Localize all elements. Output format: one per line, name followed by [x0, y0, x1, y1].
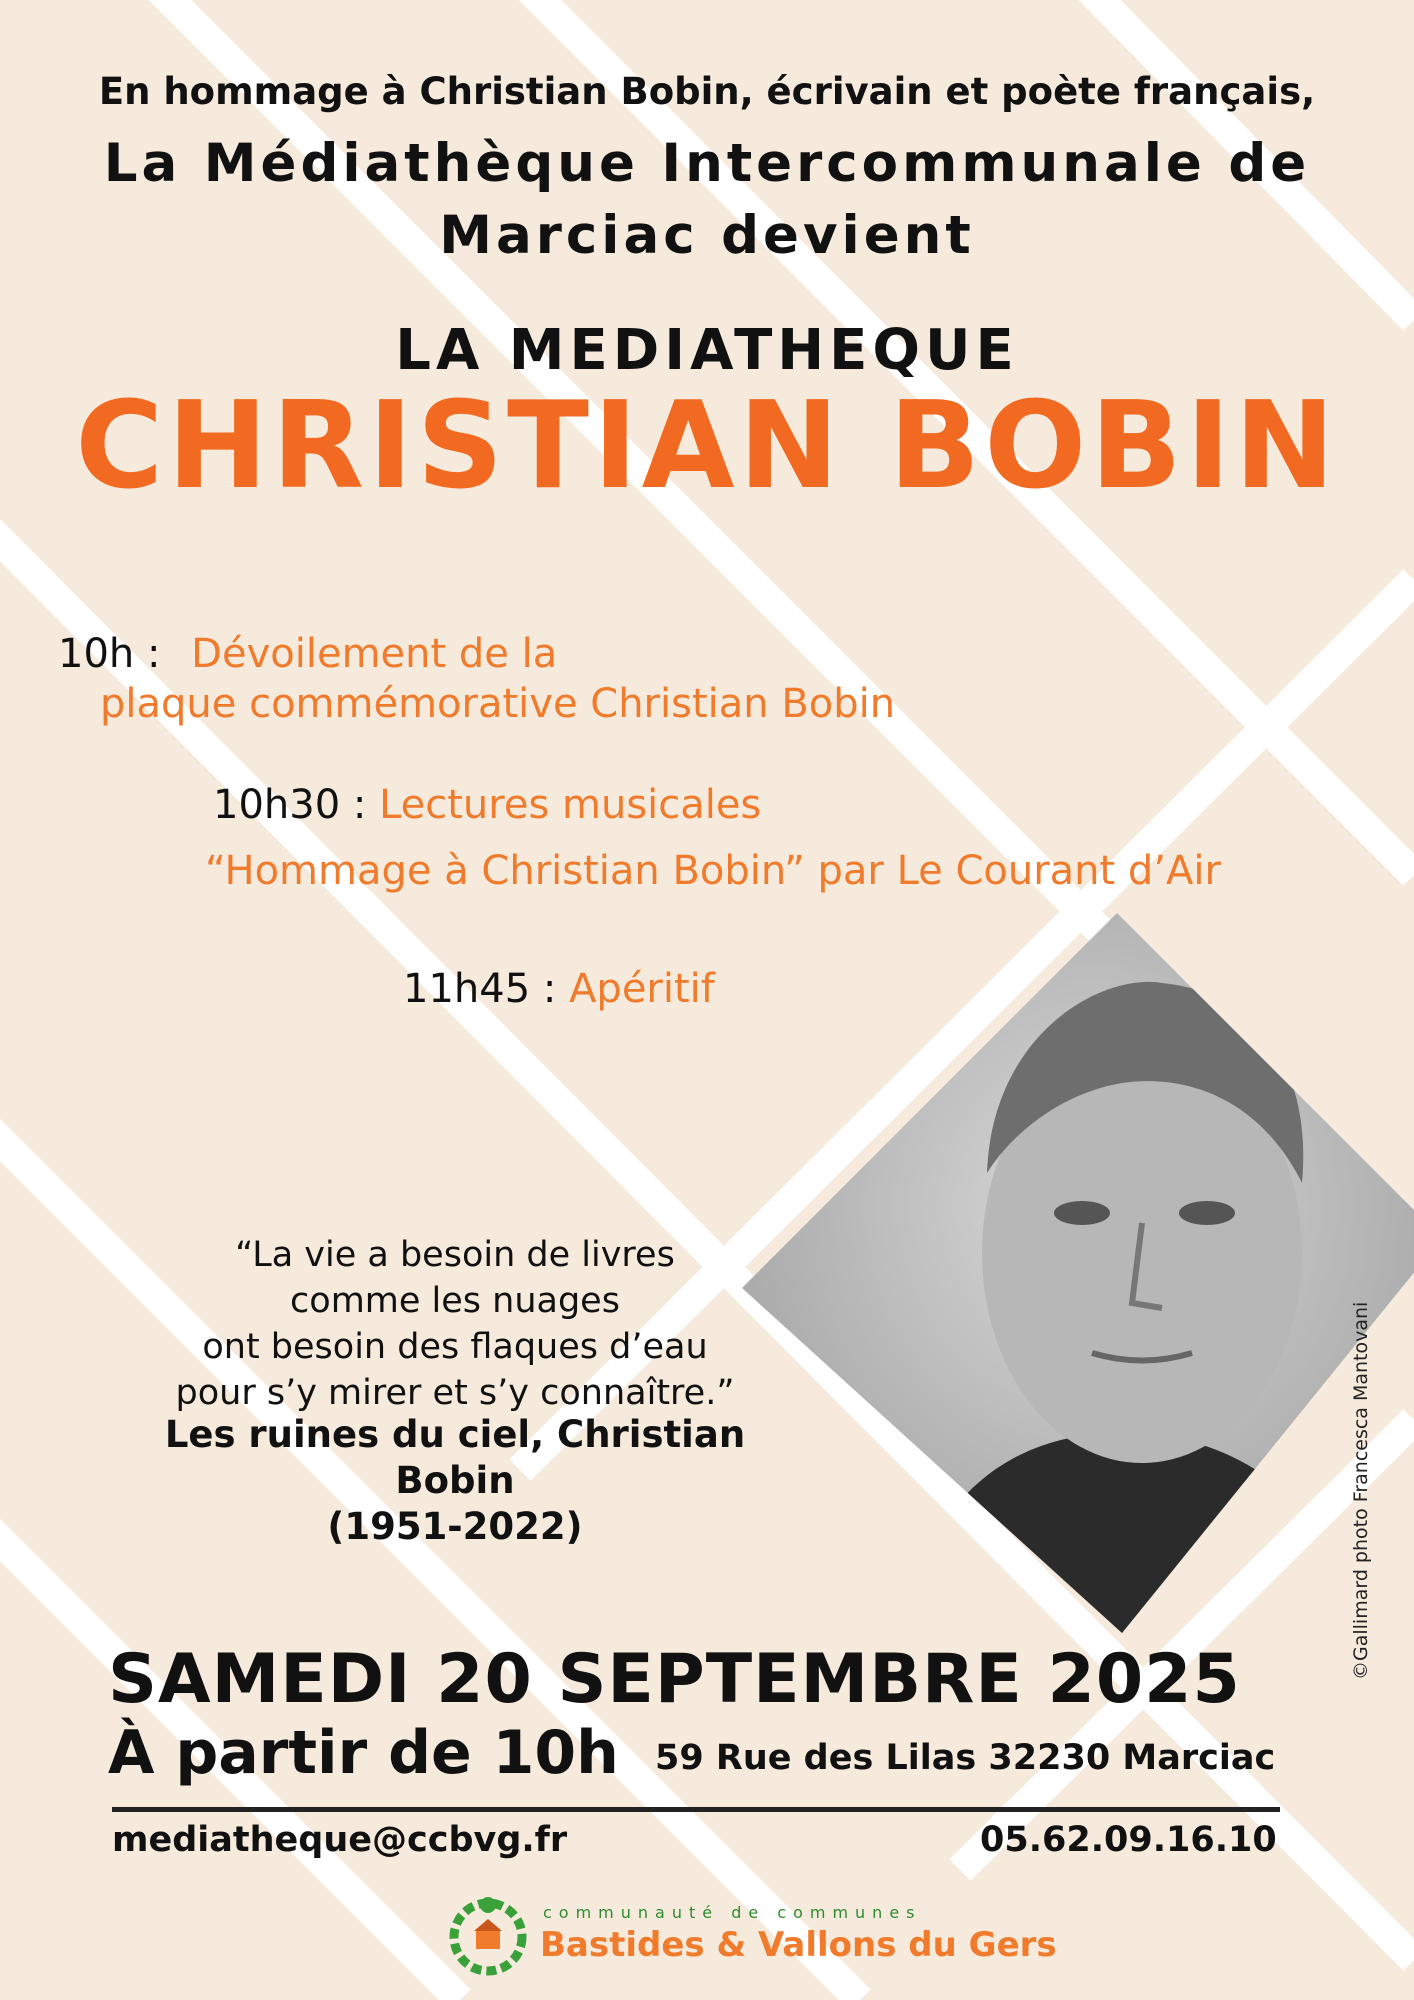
quote-source-title: Les ruines du ciel, Christian Bobin	[164, 1413, 746, 1502]
divider	[112, 1807, 1280, 1812]
quote-line: comme les nuages	[290, 1281, 620, 1321]
program-time: 10h30 :	[213, 782, 367, 828]
new-name-title: CHRISTIAN BOBIN	[75, 377, 1339, 516]
program-activity: Lectures musicales	[379, 782, 762, 828]
program-item-2	[213, 779, 761, 831]
logo-subtitle: communauté de communes	[543, 1903, 922, 1922]
author-portrait-photo	[742, 913, 1414, 1646]
program-activity-continued: plaque commémorative Christian Bobin	[100, 681, 896, 727]
organization-line-1: La Médiathèque Intercommunale de	[103, 133, 1311, 194]
program-time: 11h45 :	[403, 966, 557, 1012]
event-start-time: À partir de 10h	[108, 1718, 619, 1788]
quote-line: ont besoin des flaques d’eau	[202, 1327, 708, 1367]
quote	[130, 1232, 780, 1416]
intro-text: En hommage à Christian Bobin, écrivain et poète français,	[98, 70, 1316, 113]
program-item-3	[403, 963, 715, 1015]
program-activity: Apéritif	[569, 966, 715, 1012]
program-activity: Dévoilement de la	[191, 631, 558, 677]
new-name-prefix: LA MEDIATHEQUE	[395, 318, 1019, 383]
organization-line-2: Marciac devient	[439, 205, 975, 266]
program-time: 10h :	[58, 631, 161, 677]
quote-line: “La vie a besoin de livres	[235, 1235, 675, 1275]
program-item-1	[58, 628, 557, 680]
logo-name: Bastides & Vallons du Gers	[540, 1925, 1057, 1965]
quote-line: pour s’y mirer et s’y connaître.”	[175, 1373, 735, 1413]
photo-credit: ©Gallimard photo Francesca Mantovani	[1350, 1301, 1372, 1680]
contact-email[interactable]: mediatheque@ccbvg.fr	[112, 1820, 568, 1860]
logo-emblem-icon	[446, 1893, 531, 1978]
program-activity-continued: “Hommage à Christian Bobin” par Le Courant d’Air	[205, 848, 1221, 894]
quote-source-years: (1951-2022)	[327, 1505, 583, 1548]
event-address: 59 Rue des Lilas 32230 Marciac	[655, 1738, 1276, 1778]
contact-phone[interactable]: 05.62.09.16.10	[980, 1820, 1277, 1860]
event-date: SAMEDI 20 SEPTEMBRE 2025	[108, 1640, 1241, 1719]
organization-name	[0, 128, 1414, 272]
quote-source	[110, 1412, 800, 1550]
